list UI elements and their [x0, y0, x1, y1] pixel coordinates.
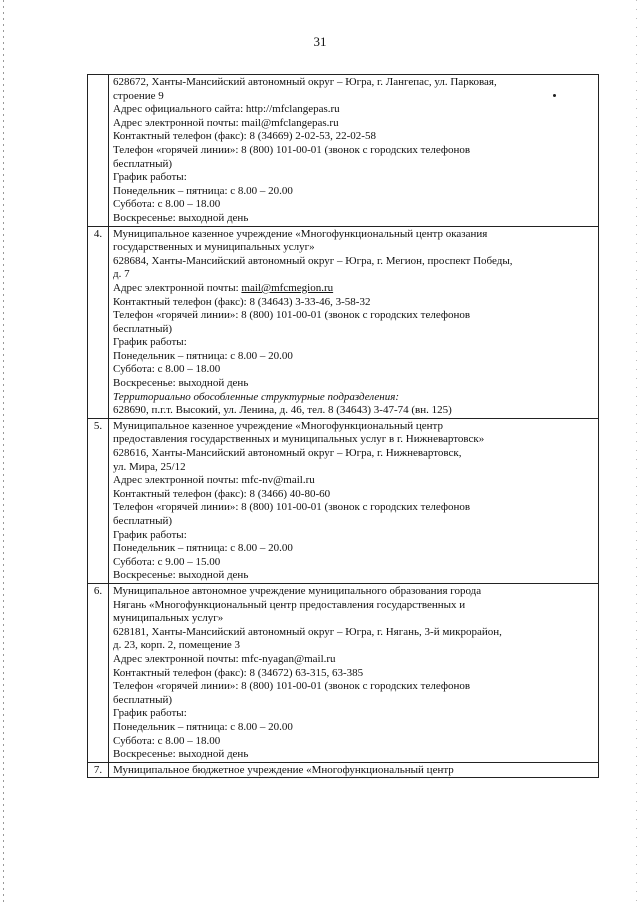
table-row: [88, 762, 599, 778]
text-line: Воскресенье: выходной день: [113, 377, 249, 390]
scan-edge-right: [636, 0, 637, 905]
row-content: [109, 762, 599, 778]
email-label: Адрес электронной почты:: [113, 281, 242, 294]
text-line: Телефон «горячей линии»: 8 (800) 101-00-01 (звонок с городских телефонов: [113, 309, 471, 322]
mfc-address-table: [87, 74, 599, 778]
text-line: бесплатный): [113, 515, 173, 527]
row-number: 5.: [88, 418, 109, 583]
table-row: [88, 418, 599, 583]
text-line: График работы:: [113, 707, 187, 720]
text-line: Воскресенье: выходной день: [113, 748, 249, 761]
text-line: Телефон «горячей линии»: 8 (800) 101-00-01 (звонок с городских телефонов: [113, 501, 471, 514]
scan-edge-left: [3, 0, 4, 905]
text-line: Контактный телефон (факс): 8 (34643) 3-33-46, 3-58-32: [113, 295, 371, 308]
text-line: Понедельник – пятница: с 8.00 – 20.00: [113, 542, 293, 555]
text-line: Муниципальное казенное учреждение «Многофункциональный центр: [113, 419, 443, 432]
page-number: 31: [313, 34, 327, 49]
text-line: Адрес электронной почты: mail@mfclangepas.ru: [113, 116, 339, 129]
row-number: [88, 75, 109, 227]
text-line: предоставления государственных и муниципальных услуг в г. Нижневартовск»: [113, 433, 485, 446]
text-line: Адрес официального сайта: http://mfclangepas.ru: [113, 103, 340, 116]
text-line: 628181, Ханты-Мансийский автономный округ – Югра, г. Нягань, 3-й микрорайон,: [113, 625, 502, 638]
text-line: Муниципальное казенное учреждение «Многофункциональный центр оказания: [113, 227, 488, 240]
row-number: 7.: [88, 762, 109, 778]
text-line: Суббота: с 8.00 – 18.00: [113, 734, 221, 747]
email-link[interactable]: mail@mfcmegion.ru: [241, 281, 334, 294]
row-number: 4.: [88, 226, 109, 418]
text-line: бесплатный): [113, 157, 173, 170]
text-line: Суббота: с 8.00 – 18.00: [113, 198, 221, 211]
text-line: Телефон «горячей линии»: 8 (800) 101-00-01 (звонок с городских телефонов: [113, 143, 471, 156]
text-line: Территориально обособленные структурные подразделения:: [113, 390, 400, 403]
text-line: Понедельник – пятница: с 8.00 – 20.00: [113, 349, 293, 362]
table-row: [88, 226, 599, 418]
text-line: 628616, Ханты-Мансийский автономный округ – Югра, г. Нижневартовск,: [113, 447, 462, 460]
text-line: Воскресенье: выходной день: [113, 569, 249, 582]
table-body: [88, 75, 599, 778]
text-line: 628690, п.г.т. Высокий, ул. Ленина, д. 46, тел. 8 (34643) 3-47-74 (вн. 125): [113, 404, 452, 417]
row-content: [109, 226, 599, 418]
text-line: Воскресенье: выходной день: [113, 211, 249, 224]
text-line: 628672, Ханты-Мансийский автономный округ – Югра, г. Лангепас, ул. Парковая,: [113, 76, 497, 88]
table-row: [88, 75, 599, 227]
text-line: Суббота: с 9.00 – 15.00: [113, 555, 221, 568]
text-line: Муниципальное бюджетное учреждение «Многофункциональный центр: [113, 763, 454, 776]
text-line: График работы:: [113, 171, 187, 184]
text-line: Нягань «Многофункциональный центр предоставления государственных и: [113, 598, 466, 611]
text-line: Контактный телефон (факс): 8 (34669) 2-02-53, 22-02-58: [113, 130, 376, 143]
text-line: Контактный телефон (факс): 8 (34672) 63-315, 63-385: [113, 666, 364, 679]
text-line: Адрес электронной почты: mfc-nyagan@mail.ru: [113, 652, 336, 665]
text-line: бесплатный): [113, 693, 173, 706]
text-line: Понедельник – пятница: с 8.00 – 20.00: [113, 184, 293, 197]
text-line: График работы:: [113, 528, 187, 541]
text-line: Понедельник – пятница: с 8.00 – 20.00: [113, 720, 293, 733]
text-line: бесплатный): [113, 322, 173, 335]
text-line: муниципальных услуг»: [113, 612, 224, 625]
text-line: Адрес электронной почты: mfc-nv@mail.ru: [113, 474, 315, 487]
text-line: [113, 282, 594, 296]
table-row: [88, 583, 599, 762]
text-line: ул. Мира, 25/12: [113, 460, 186, 473]
row-number: 6.: [88, 583, 109, 762]
text-line: Телефон «горячей линии»: 8 (800) 101-00-01 (звонок с городских телефонов: [113, 680, 471, 693]
text-line: строение 9: [113, 89, 164, 102]
text-line: государственных и муниципальных услуг»: [113, 241, 315, 254]
text-line: 628684, Ханты-Мансийский автономный округ – Югра, г. Мегион, проспект Победы,: [113, 254, 513, 267]
text-line: Контактный телефон (факс): 8 (3466) 40-80-60: [113, 487, 331, 500]
text-line: д. 23, корп. 2, помещение 3: [113, 639, 241, 652]
row-content: [109, 583, 599, 762]
text-line: Муниципальное автономное учреждение муниципального образования города: [113, 584, 482, 597]
text-line: График работы:: [113, 336, 187, 349]
row-content: [109, 418, 599, 583]
text-line: д. 7: [113, 268, 130, 281]
row-content: [109, 75, 599, 227]
text-line: Суббота: с 8.00 – 18.00: [113, 363, 221, 376]
